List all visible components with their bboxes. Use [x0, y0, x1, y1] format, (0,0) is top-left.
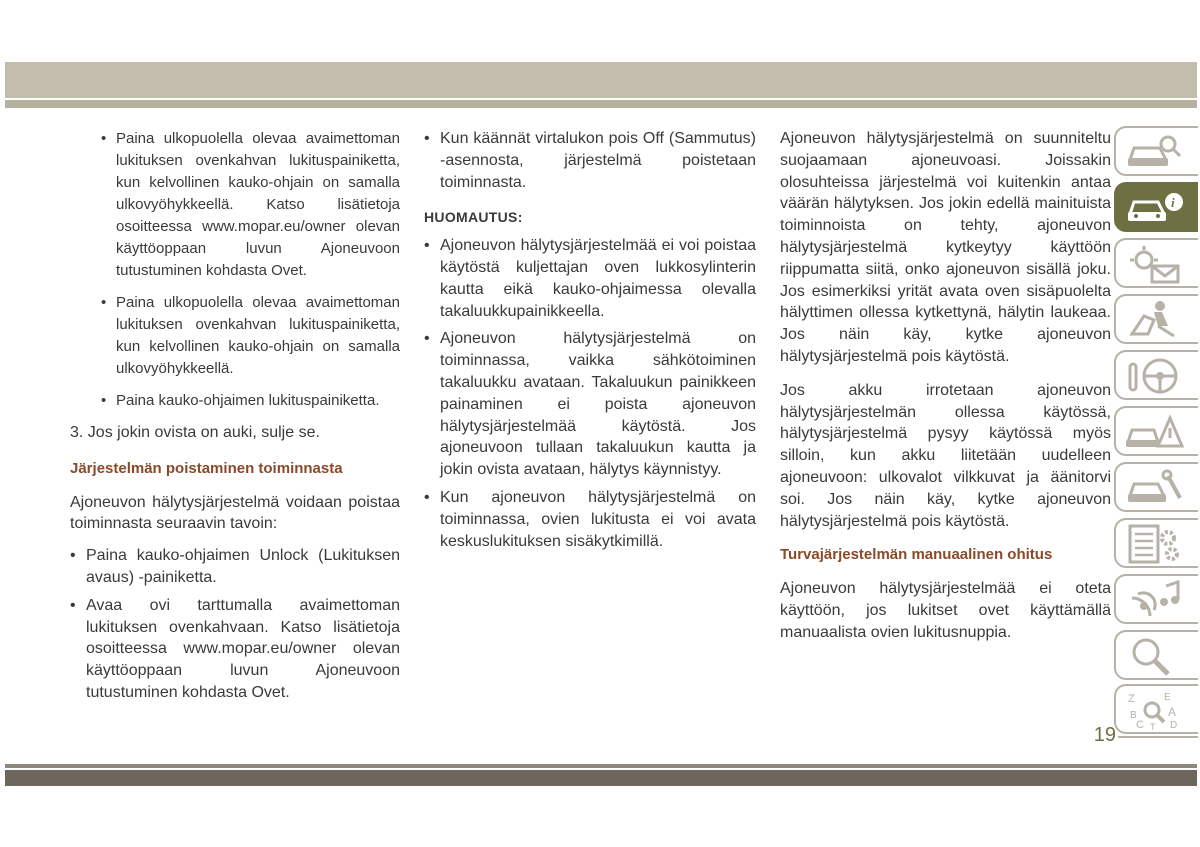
- bullet-item: • Avaa ovi tarttumalla avaimettoman lukituksen ovenkahvaan. Katso lisätietoja osoitteessa www.mopar.eu/owner olevan käyttöoppaan luvun Ajoneuvoon tutustuminen kohdasta Ovet.: [70, 595, 400, 704]
- sub-bullet-item: • Paina ulkopuolella olevaa avaimettoman lukituksen ovenkahvan lukituspainiketta, kun kelvollinen kauko-ohjain on samalla ulkovyöhykkeellä. Katso lisätietoja osoitteessa www.mopar.eu/owner olevan käyttöoppaan luvun Ajoneuvoon tutustuminen kohdasta Ovet.: [101, 128, 400, 282]
- tab-specifications[interactable]: [1114, 518, 1198, 568]
- steering-wheel-icon: [1124, 356, 1184, 396]
- column-left: [70, 128, 400, 704]
- paragraph-false-alarm: Ajoneuvon hälytysjärjestelmä on suunniteltu suojaamaan ajoneuvoasi. Joissakin olosuhteissa järjestelmä voi kuitenkin antaa väärän hälytyksen. Jos jokin edellä mainituista toiminnoista on tehty, ajoneuvon hälytysjärjestelmä kytkeytyy käyttöön riippumatta siitä, onko ajoneuvon sisällä joku. Jos esimerkiksi yrität avata oven sisäpuolelta hälyttimen ollessa kytkettynä, hälytin laukeaa. Jos näin käy, kytke ajoneuvon hälytysjärjestelmä pois käytöstä.: [780, 130, 1111, 365]
- tab-index[interactable]: [1114, 684, 1198, 734]
- section-heading-override: Turvajärjestelmän manuaalinen ohitus: [780, 546, 1053, 564]
- sub-bullet-item: • Paina kauko-ohjaimen lukituspainiketta.: [101, 390, 400, 412]
- car-service-wrench-icon: [1124, 468, 1184, 508]
- warning-lights-message-icon: [1124, 244, 1184, 284]
- tab-multimedia[interactable]: [1114, 574, 1198, 624]
- bullet-item: • Kun käännät virtalukon pois Off (Sammutus) -asennosta, järjestelmä poistetaan toiminnasta.: [424, 128, 756, 193]
- paragraph-manual-override: Ajoneuvon hälytysjärjestelmää ei oteta käyttöön, jos lukitset ovet käyttämällä manuaalista ovien lukitusnuppia.: [780, 580, 1111, 641]
- index-letter: T: [1150, 722, 1156, 730]
- note-bullet: • Ajoneuvon hälytysjärjestelmää ei voi poistaa käytöstä kuljettajan oven lukkosylinterin kautta eikä kauko-ohjaimessa olevalla takaluukkupainikkeella.: [424, 235, 756, 322]
- column-middle: [424, 128, 756, 552]
- tab-seat-airbag[interactable]: [1114, 294, 1198, 344]
- multimedia-music-icon: [1124, 580, 1184, 620]
- section-heading-disarm: Järjestelmän poistaminen toiminnasta: [70, 459, 343, 477]
- tab-breakdown[interactable]: [1114, 406, 1198, 456]
- magnifier-search-icon: [1124, 636, 1184, 676]
- step-3: 3. Jos jokin ovista on auki, sulje se.: [70, 424, 320, 441]
- disarm-intro: Ajoneuvon hälytysjärjestelmä voidaan poistaa toiminnasta seuraavin tavoin:: [70, 493, 400, 533]
- specifications-gear-icon: [1124, 524, 1184, 564]
- note-bullet: • Kun ajoneuvon hälytysjärjestelmä on toiminnassa, ovien lukitusta ei voi avata keskuslukituksen sisäkytkimillä.: [424, 487, 756, 552]
- header-rule: [5, 100, 1197, 108]
- column-right: [780, 128, 1111, 644]
- bullet-item: • Paina kauko-ohjaimen Unlock (Lukituksen avaus) -painiketta.: [70, 545, 400, 589]
- paragraph-battery: Jos akku irrotetaan ajoneuvon hälytysjärjestelmän ollessa käytössä, hälytysjärjestelmä pysyy käytössä myös silloin, kun akku liitetään uudelleen ajoneuvoon: ulkovalot vilkkuvat ja äänitorvi soi. Jos näin käy, kytke ajoneuvon hälytysjärjestelmä pois käytöstä.: [780, 381, 1111, 530]
- page-number-rule: [1118, 736, 1198, 738]
- tab-steering-wheel[interactable]: [1114, 350, 1198, 400]
- index-letter: Z: [1128, 693, 1135, 705]
- tab-car-service[interactable]: [1114, 462, 1198, 512]
- tab-warning-lights[interactable]: [1114, 238, 1198, 288]
- alphabetical-index-icon: [1124, 690, 1184, 730]
- index-letter: E: [1164, 692, 1171, 703]
- seat-airbag-icon: [1124, 300, 1184, 340]
- car-search-icon: [1124, 132, 1184, 172]
- note-label: HUOMAUTUS:: [424, 209, 523, 226]
- note-bullet: • Ajoneuvon hälytysjärjestelmä on toiminnassa, vaikka sähkötoiminen takaluukku avataan. Takaluukun painikkeen painaminen ei poista ajoneuvon hälytysjärjestelmää käytöstä. Jos ajoneuvoon tullaan takaluukun kautta ja jokin ovista avataan, hälytys käynnistyy.: [424, 328, 756, 481]
- tab-search[interactable]: [1114, 630, 1198, 680]
- index-letter: C: [1136, 719, 1144, 730]
- footer-rule: [5, 764, 1197, 768]
- car-breakdown-triangle-icon: [1124, 412, 1184, 452]
- car-info-icon: [1124, 188, 1184, 228]
- tab-car-search[interactable]: [1114, 126, 1198, 176]
- index-letter: D: [1170, 720, 1178, 730]
- page-number: 19: [1093, 724, 1116, 746]
- sub-bullet-item: • Paina ulkopuolella olevaa avaimettoman lukituksen ovenkahvan lukituspainiketta, kun kelvollinen kauko-ohjain on samalla ulkovyöhykkeellä.: [101, 292, 400, 380]
- index-letter: B: [1130, 710, 1137, 721]
- svg-text:i: i: [1171, 195, 1175, 210]
- index-letter: A: [1168, 705, 1177, 719]
- footer-band: [5, 770, 1197, 786]
- tab-car-info[interactable]: [1114, 182, 1198, 232]
- header-band: [5, 62, 1197, 98]
